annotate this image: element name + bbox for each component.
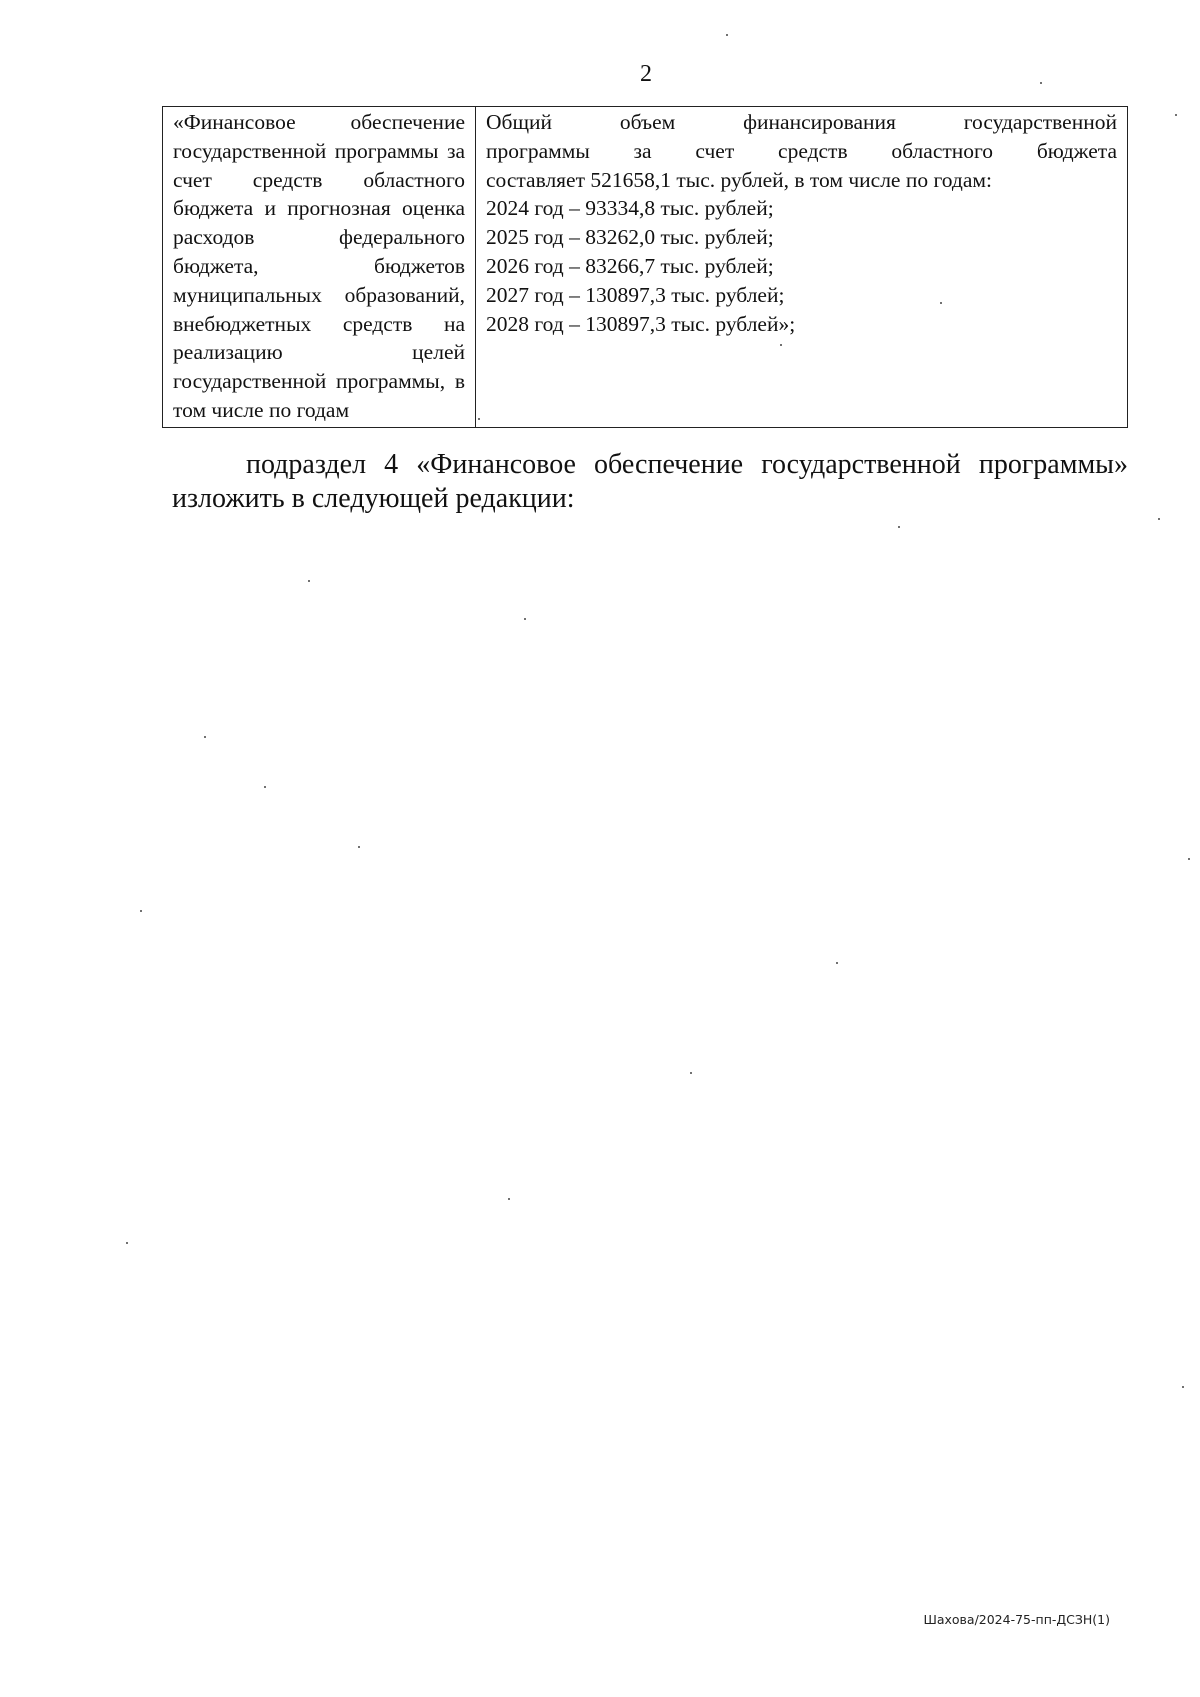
scan-speck bbox=[508, 1198, 510, 1200]
scan-speck bbox=[1175, 114, 1177, 116]
year-line: 2025 год – 83262,0 тыс. рублей; bbox=[486, 225, 774, 250]
scan-speck bbox=[836, 962, 838, 964]
value-intro-line: составляет 521658,1 тыс. рублей, в том числе по годам: bbox=[486, 167, 992, 192]
scan-speck bbox=[204, 736, 206, 738]
page-number: 2 bbox=[640, 61, 652, 87]
scan-speck bbox=[358, 846, 360, 848]
scan-speck bbox=[690, 1072, 692, 1074]
scan-speck bbox=[940, 302, 942, 304]
passport-table bbox=[162, 106, 1128, 428]
scan-speck bbox=[1188, 858, 1190, 860]
year-line: 2024 год – 93334,8 тыс. рублей; bbox=[486, 196, 774, 221]
scan-speck bbox=[524, 618, 526, 620]
table-cell-label: «Финансовое обеспечение государственной программы за счет средств областного бюджета и прогнозная оценка расходов федерального бюджета, бюджетов муниципальных образований, внебюджетных средств на реализацию целей государственной программы, в том числе по годам bbox=[163, 107, 476, 428]
year-line: 2027 год – 130897,3 тыс. рублей; bbox=[486, 282, 785, 307]
value-intro-line: программы за счет средств областного бюджета bbox=[486, 138, 1117, 163]
year-line: 2028 год – 130897,3 тыс. рублей»; bbox=[486, 311, 796, 336]
scan-speck bbox=[1182, 1386, 1184, 1388]
scan-speck bbox=[898, 526, 900, 528]
scan-speck bbox=[478, 418, 480, 420]
scan-speck bbox=[126, 1242, 128, 1244]
table-cell-value bbox=[476, 107, 1128, 428]
body-paragraph: подраздел 4 «Финансовое обеспечение государственной программы» изложить в следующей редакции: bbox=[172, 449, 1128, 514]
scan-speck bbox=[264, 786, 266, 788]
scan-speck bbox=[780, 344, 782, 346]
scan-speck bbox=[308, 580, 310, 582]
scan-speck bbox=[1040, 82, 1042, 84]
scan-speck bbox=[140, 910, 142, 912]
year-line: 2026 год – 83266,7 тыс. рублей; bbox=[486, 253, 774, 278]
scan-speck bbox=[1158, 518, 1160, 520]
value-intro-line: Общий объем финансирования государственной bbox=[486, 110, 1117, 134]
table-row bbox=[163, 107, 1128, 428]
scan-speck bbox=[726, 34, 728, 36]
document-code: Шахова/2024-75-пп-ДСЗН(1) bbox=[923, 1612, 1110, 1627]
